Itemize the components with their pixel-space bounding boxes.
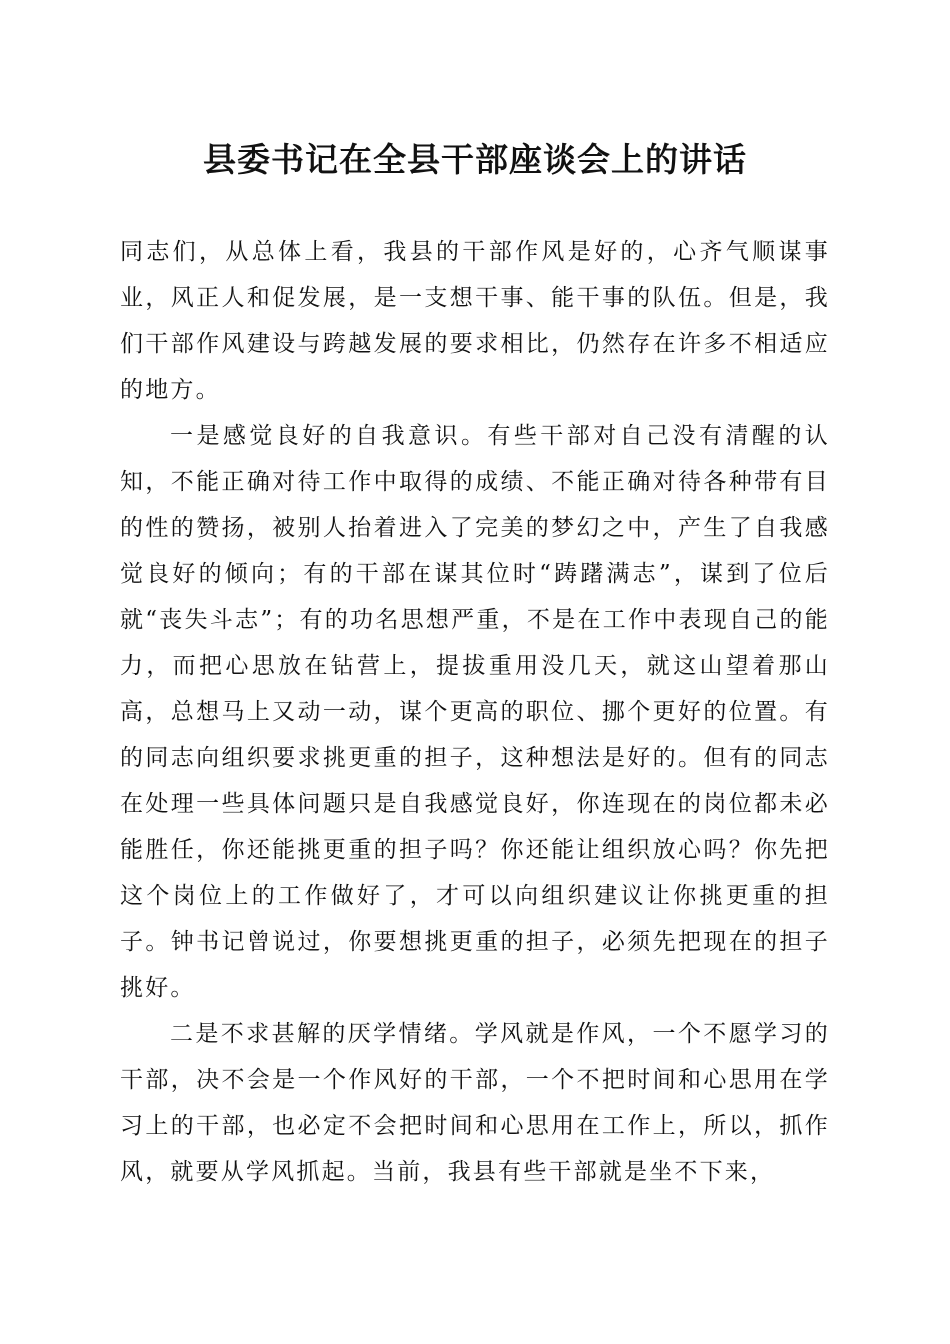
paragraph-text: 学风就是作风，一个不愿学习的干部，决不会是一个作风好的干部，一个不把时间和心思用在学习上的干部，也必定不会把时间和心思用在工作上，所以，抓作风，就要从学风抓起。当前，我县有些干部就是坐不下来，	[120, 1021, 830, 1185]
paragraph-heading: 一是感觉良好的自我意识。	[170, 423, 488, 449]
document-body	[120, 229, 830, 1195]
paragraph-heading: 二是不求甚解的厌学情绪。	[170, 1021, 475, 1047]
paragraph-point-two	[120, 1011, 830, 1195]
paragraph-text: 有些干部对自己没有清醒的认知，不能正确对待工作中取得的成绩、不能正确对待各种带有目的性的赞扬，被别人抬着进入了完美的梦幻之中，产生了自我感觉良好的倾向；有的干部在谋其位时“踌躇满志”，谋到了位后就“丧失斗志”；有的功名思想严重，不是在工作中表现自己的能力，而把心思放在钻营上，提拔重用没几天，就这山望着那山高，总想马上又动一动，谋个更高的职位、挪个更好的位置。有的同志向组织要求挑更重的担子，这种想法是好的。但有的同志在处理一些具体问题只是自我感觉良好，你连现在的岗位都未必能胜任，你还能挑更重的担子吗？你还能让组织放心吗？你先把这个岗位上的工作做好了，才可以向组织建议让你挑更重的担子。钟书记曾说过，你要想挑更重的担子，必须先把现在的担子挑好。	[120, 423, 830, 1001]
paragraph-text: 同志们，从总体上看，我县的干部作风是好的，心齐气顺谋事业，风正人和促发展，是一支想干事、能干事的队伍。但是，我们干部作风建设与跨越发展的要求相比，仍然存在许多不相适应的地方。	[120, 239, 830, 403]
paragraph-intro	[120, 229, 830, 413]
document-title: 县委书记在全县干部座谈会上的讲话	[203, 140, 747, 179]
paragraph-point-one	[120, 413, 830, 1011]
